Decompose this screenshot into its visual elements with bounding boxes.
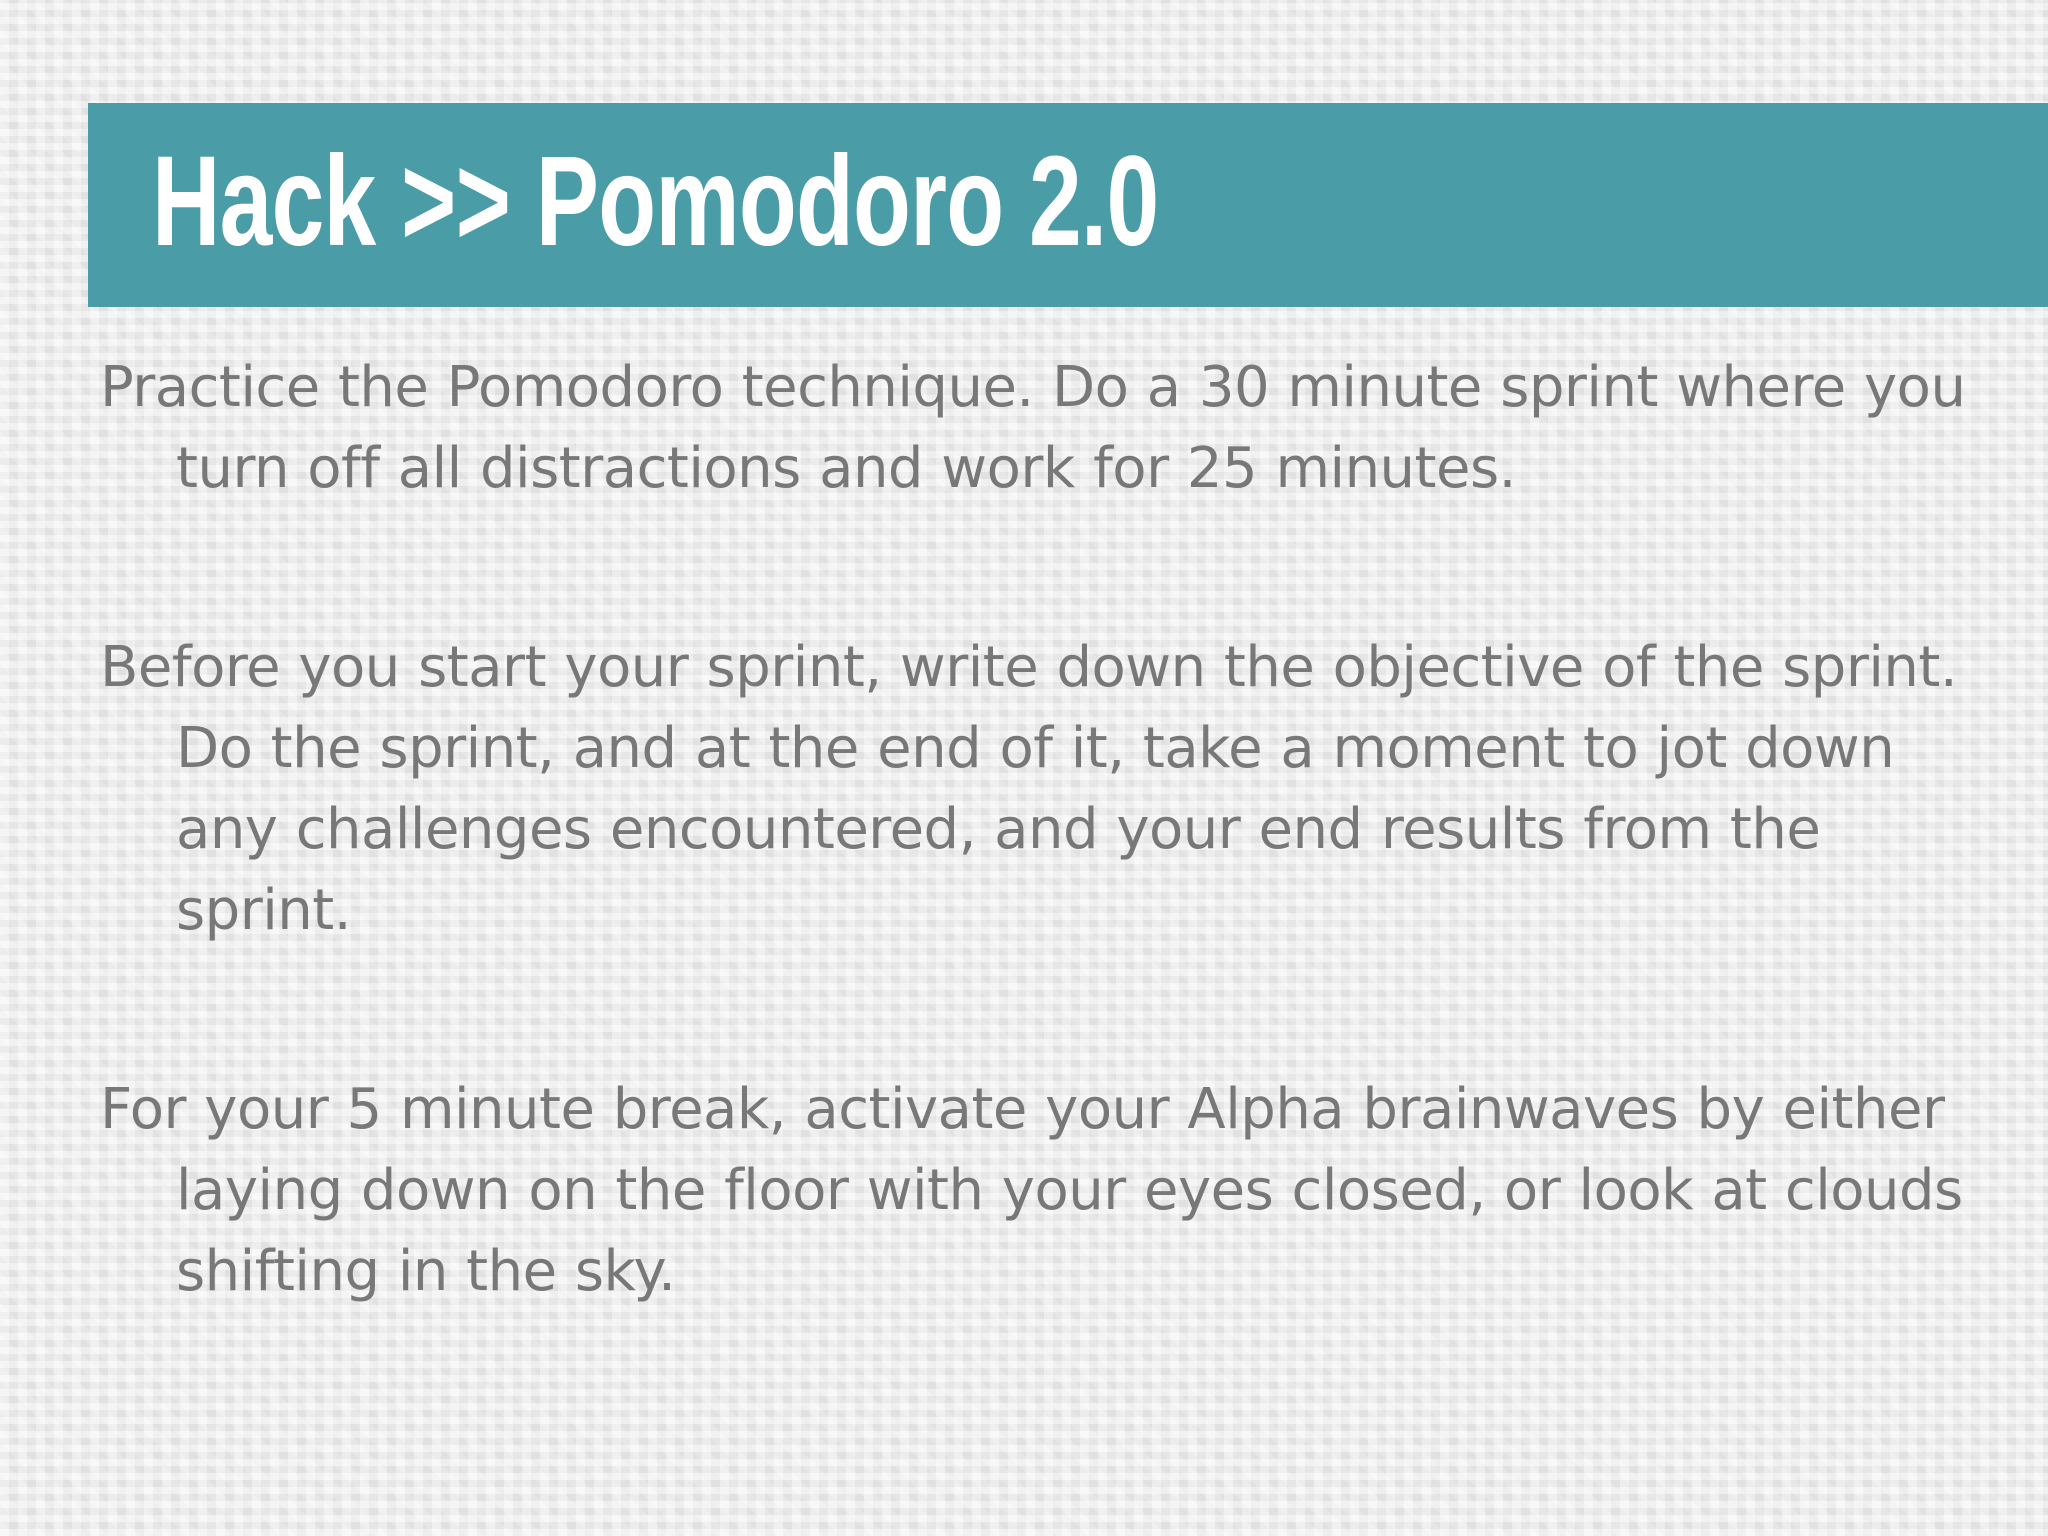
slide-body (100, 347, 2000, 1430)
paragraph-pomodoro-technique: Practice the Pomodoro technique. Do a 30 minute sprint where you turn off all distractions and work for 25 minutes. (100, 355, 1966, 501)
title-bar (88, 103, 2048, 307)
paragraph-sprint-objective: Before you start your sprint, write down the objective of the sprint. Do the sprint, and at the end of it, take a moment to jot down any challenges encountered, and your end results from the sprint. (100, 635, 1958, 943)
slide-title: Hack >> Pomodoro 2.0 (152, 130, 1159, 273)
paragraph-break-activity: For your 5 minute break, activate your Alpha brainwaves by either laying down on the floor with your eyes closed, or look at clouds shifting in the sky. (100, 1077, 1963, 1304)
